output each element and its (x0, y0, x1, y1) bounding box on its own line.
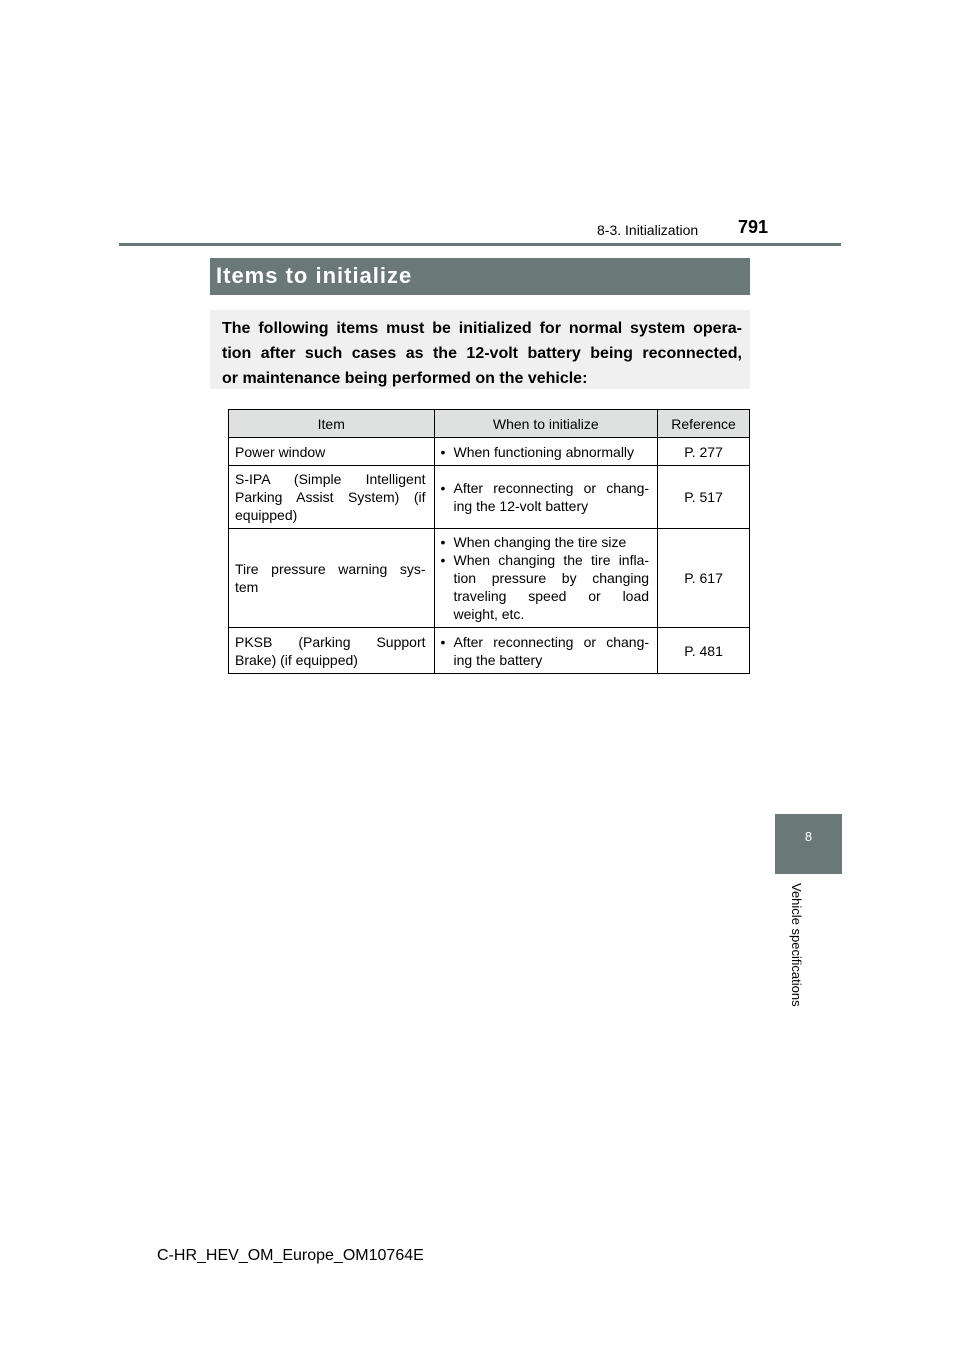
table-header-row (229, 410, 750, 438)
table-row (229, 438, 750, 466)
header-rule (119, 243, 841, 246)
when-cell (434, 466, 658, 529)
intro-box (210, 310, 750, 389)
bullet-item (439, 633, 650, 669)
item-text: Parking Assist System) (if (235, 489, 426, 505)
item-text: tem (235, 579, 259, 595)
item-cell (229, 438, 435, 466)
bullet-text: weight, etc. (453, 606, 525, 622)
item-cell (229, 628, 435, 674)
bullet-text: ing the 12-volt battery (453, 498, 589, 514)
bullet-text: traveling speed or load (453, 588, 650, 604)
table-row (229, 529, 750, 628)
when-cell (434, 529, 658, 628)
bullet-item (439, 533, 650, 551)
reference-cell: P. 617 (658, 529, 750, 628)
section-title: Items to initialize (210, 258, 750, 295)
bullet-item (439, 443, 650, 461)
item-text: Power window (235, 443, 326, 460)
bullet-text: • After reconnecting or chang- (453, 480, 650, 496)
section-reference: 8-3. Initialization (597, 222, 699, 238)
bullet-text: ing the battery (453, 651, 543, 668)
intro-line: or maintenance being performed on the vehicle: (222, 370, 588, 387)
page-number: 791 (738, 217, 769, 237)
column-header-reference: Reference (658, 410, 750, 438)
item-text: PKSB (Parking Support (235, 633, 426, 650)
bullet-text: tion pressure by changing (453, 570, 650, 586)
item-text: Tire pressure warning sys- (235, 561, 426, 577)
item-text: equipped) (235, 507, 298, 523)
when-cell (434, 438, 658, 466)
reference-cell: P. 517 (658, 466, 750, 529)
bullet-text: • When changing the tire size (453, 534, 627, 550)
item-cell (229, 466, 435, 529)
reference-cell: P. 277 (658, 438, 750, 466)
footer-doc-code: C-HR_HEV_OM_Europe_OM10764E (157, 1247, 424, 1264)
bullet-text: • When functioning abnormally (453, 443, 635, 460)
initialization-table (228, 409, 750, 674)
reference-cell: P. 481 (658, 628, 750, 674)
bullet-item (439, 551, 650, 623)
bullet-text: • After reconnecting or chang- (453, 633, 650, 650)
column-header-item: Item (229, 410, 435, 438)
item-text: S-IPA (Simple Intelligent (235, 471, 426, 487)
chapter-label: Vehicle specifications (789, 883, 804, 1007)
table-row (229, 466, 750, 529)
column-header-when: When to initialize (434, 410, 658, 438)
item-cell (229, 529, 435, 628)
item-text: Brake) (if equipped) (235, 651, 358, 668)
chapter-tab: 8 (775, 814, 842, 874)
intro-line: The following items must be initialized for normal system opera- (222, 320, 742, 337)
table-row (229, 628, 750, 674)
bullet-item (439, 479, 650, 515)
intro-line: tion after such cases as the 12-volt battery being reconnected, (222, 345, 742, 362)
bullet-text: • When changing the tire infla- (453, 552, 650, 568)
when-cell (434, 628, 658, 674)
